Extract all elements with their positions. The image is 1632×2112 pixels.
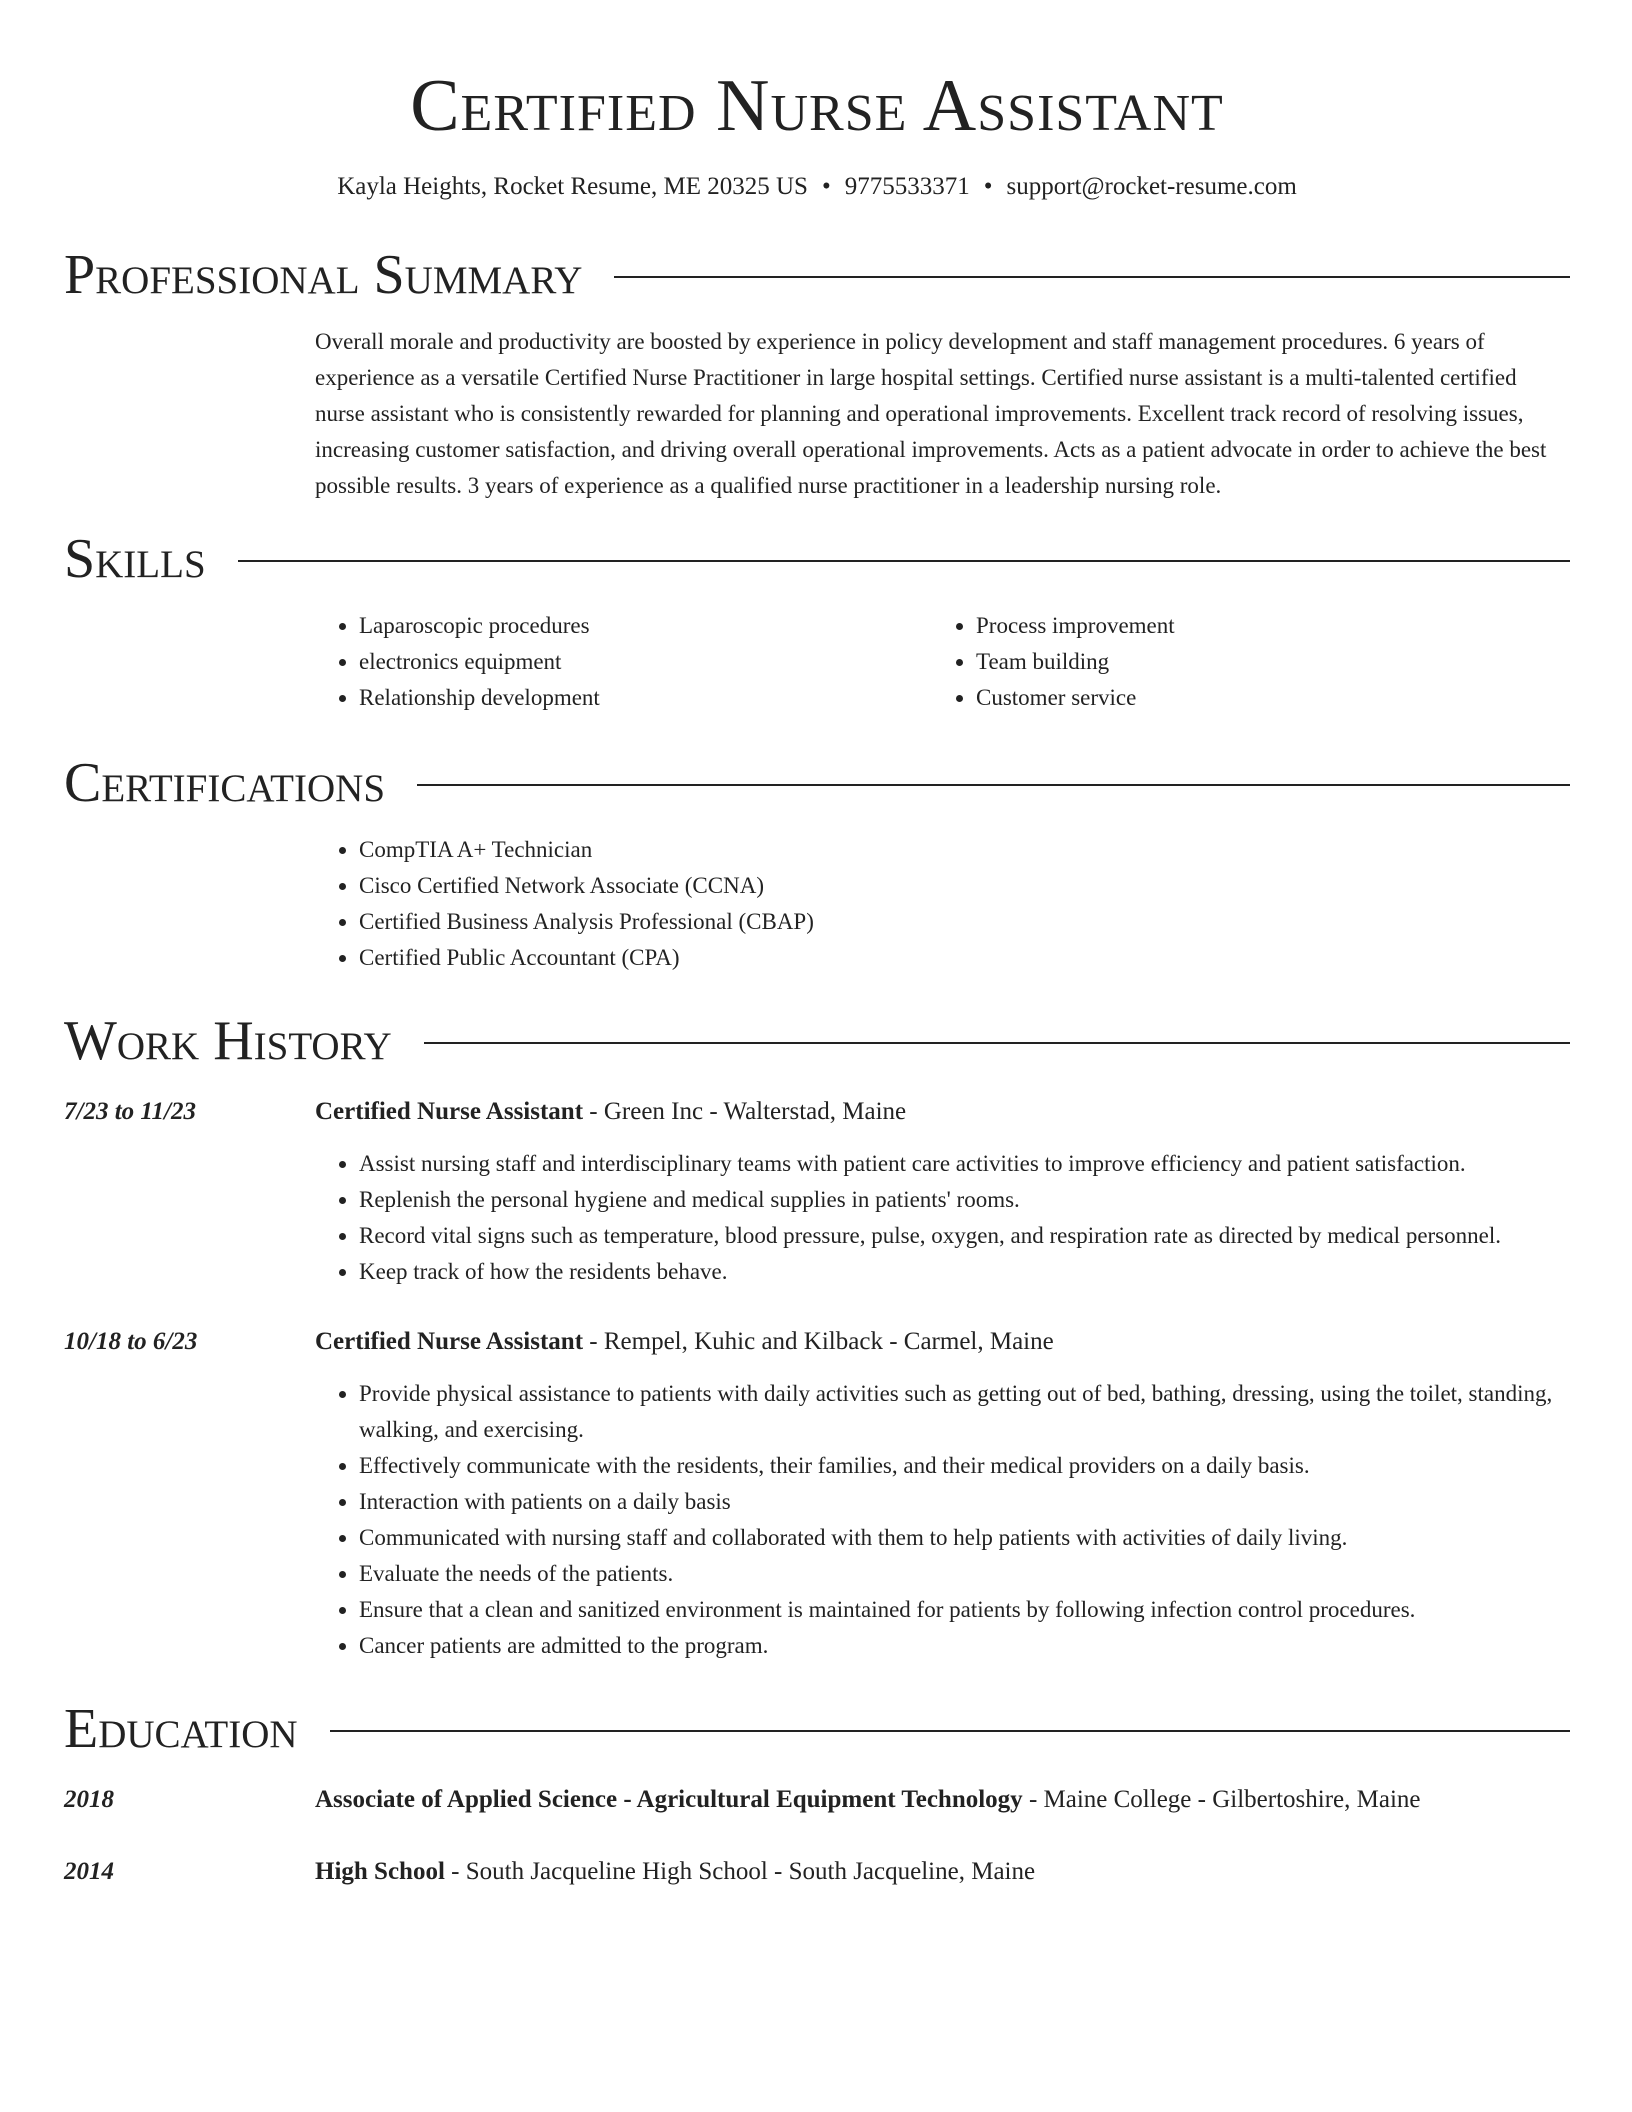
section-divider xyxy=(424,1042,1570,1044)
job-bullet: • Provide physical assistance to patients with daily activities such as getting out of bed, bathing, dressing, using the toilet, standing, walking, and exercising. xyxy=(359,1376,1570,1448)
contact-line xyxy=(64,170,1570,204)
education-year: 2018 xyxy=(64,1786,114,1813)
contact-email: support@rocket-resume.com xyxy=(1006,173,1297,200)
job-bullet: • Communicated with nursing staff and collaborated with them to help patients with activities of daily living. xyxy=(359,1520,1570,1556)
certification-item: • CompTIA A+ Technician xyxy=(359,832,1570,868)
job-bullet-list xyxy=(315,1376,1570,1664)
education-section xyxy=(64,1694,1570,1890)
job-role: Certified Nurse Assistant xyxy=(315,1098,584,1125)
work-history-heading xyxy=(64,1006,1570,1076)
certification-item: • Certified Public Accountant (CPA) xyxy=(359,940,1570,976)
education-detail: - Maine College - Gilbertoshire, Maine xyxy=(1022,1786,1421,1813)
skills-grid xyxy=(315,608,1570,716)
certifications-list xyxy=(315,832,1570,976)
skill-item: • Laparoscopic procedures xyxy=(359,608,932,644)
job-body xyxy=(315,1094,1570,1290)
job-detail: - Green Inc - Walterstad, Maine xyxy=(583,1098,907,1125)
certifications-heading xyxy=(64,748,1570,818)
education-body xyxy=(315,1782,1570,1818)
job-title-line xyxy=(315,1094,1570,1130)
summary-title: Professional Summary xyxy=(64,244,583,306)
job-date: 7/23 to 11/23 xyxy=(64,1098,196,1125)
education-detail: - South Jacqueline High School - South Jacqueline, Maine xyxy=(444,1858,1036,1885)
job-bullet: • Replenish the personal hygiene and medical supplies in patients' rooms. xyxy=(359,1182,1570,1218)
skill-item: • Customer service xyxy=(976,680,1549,716)
job-title-line xyxy=(315,1324,1570,1360)
job-detail: - Rempel, Kuhic and Kilback - Carmel, Maine xyxy=(583,1328,1054,1355)
contact-address: Kayla Heights, Rocket Resume, ME 20325 US xyxy=(337,173,808,200)
summary-text: Overall morale and productivity are boosted by experience in policy development and staff management procedures. 6 years of experience as a versatile Certified Nurse Practitioner in large hospital settings. Certified nurse assistant is a multi-talented certified nurse assistant who is consistently rewarded for planning and operational improvements. Excellent track record of resolving issues, increasing customer satisfaction, and driving overall operational improvements. Acts as a patient advocate in order to achieve the best possible results. 3 years of experience as a qualified nurse practitioner in a leadership nursing role. xyxy=(315,329,1547,498)
section-divider xyxy=(330,1730,1570,1732)
job-bullet: • Effectively communicate with the residents, their families, and their medical providers on a daily basis. xyxy=(359,1448,1570,1484)
section-divider xyxy=(614,276,1570,278)
education-heading xyxy=(64,1694,1570,1764)
job-body xyxy=(315,1324,1570,1664)
job-bullet: • Keep track of how the residents behave. xyxy=(359,1254,1570,1290)
job-bullet: • Assist nursing staff and interdisciplinary teams with patient care activities to improve efficiency and patient satisfaction. xyxy=(359,1146,1570,1182)
summary-section xyxy=(64,240,1570,504)
job-bullet: • Record vital signs such as temperature, blood pressure, pulse, oxygen, and respiration rate as directed by medical personnel. xyxy=(359,1218,1570,1254)
education-degree: High School xyxy=(315,1858,445,1885)
certifications-title: Certifications xyxy=(64,752,386,814)
summary-heading xyxy=(64,240,1570,310)
skill-item: • Relationship development xyxy=(359,680,932,716)
job-role: Certified Nurse Assistant xyxy=(315,1328,584,1355)
education-body xyxy=(315,1854,1570,1890)
job-date: 10/18 to 6/23 xyxy=(64,1328,198,1355)
certification-item: • Cisco Certified Network Associate (CCNA) xyxy=(359,868,1570,904)
skill-item: • Process improvement xyxy=(976,608,1549,644)
education-degree: Associate of Applied Science - Agricultural Equipment Technology xyxy=(315,1786,1023,1813)
skill-item: • electronics equipment xyxy=(359,644,932,680)
section-divider xyxy=(417,784,1570,786)
education-line xyxy=(315,1782,1570,1818)
job-bullet: • Evaluate the needs of the patients. xyxy=(359,1556,1570,1592)
certifications-section xyxy=(64,748,1570,976)
education-entry xyxy=(64,1854,1570,1890)
job-bullet: • Cancer patients are admitted to the program. xyxy=(359,1628,1570,1664)
work-history-title: Work History xyxy=(64,1010,392,1072)
skills-section xyxy=(64,524,1570,716)
education-line xyxy=(315,1854,1570,1890)
job-entry xyxy=(64,1324,1570,1664)
certification-item: • Certified Business Analysis Professional (CBAP) xyxy=(359,904,1570,940)
skill-item: • Team building xyxy=(976,644,1549,680)
contact-separator: • xyxy=(821,173,831,200)
education-year: 2014 xyxy=(64,1858,114,1885)
resume-title: Certified Nurse Assistant xyxy=(410,65,1224,147)
contact-phone: 9775533371 xyxy=(844,173,970,200)
contact-separator: • xyxy=(983,173,993,200)
work-history-section xyxy=(64,1006,1570,1664)
job-entry xyxy=(64,1094,1570,1290)
job-bullet-list xyxy=(315,1146,1570,1290)
skills-title: Skills xyxy=(64,528,206,590)
skills-list-right xyxy=(932,608,1549,716)
skills-list-left xyxy=(315,608,932,716)
job-bullet: • Ensure that a clean and sanitized environment is maintained for patients by following infection control procedures. xyxy=(359,1592,1570,1628)
job-bullet: • Interaction with patients on a daily basis xyxy=(359,1484,1570,1520)
education-entry xyxy=(64,1782,1570,1818)
skills-heading xyxy=(64,524,1570,594)
education-title: Education xyxy=(64,1698,298,1760)
section-divider xyxy=(238,560,1570,562)
